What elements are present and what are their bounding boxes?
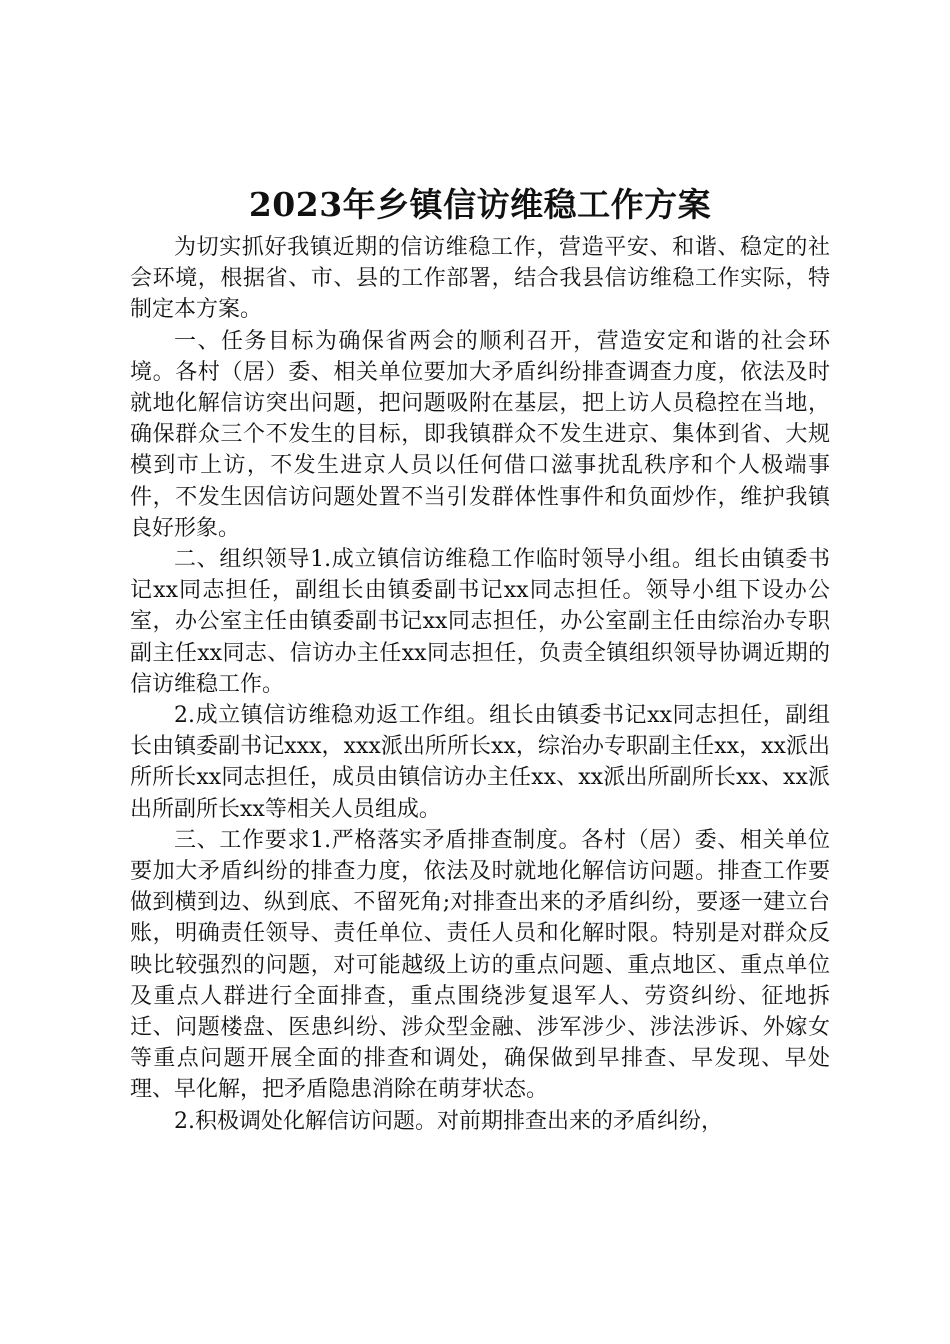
document-page	[130, 180, 830, 1137]
paragraph-intro: 为切实抓好我镇近期的信访维稳工作，营造平安、和谐、稳定的社会环境，根据省、市、县的工作部署，结合我县信访维稳工作实际，特制定本方案。	[130, 235, 830, 323]
paragraph-resolve-petitions: 2.积极调处化解信访问题。对前期排查出来的矛盾纠纷，	[174, 1108, 723, 1134]
paragraph-organization: 二、组织领导1.成立镇信访维稳工作临时领导小组。组长由镇委书记xx同志担任，副组长由镇委副书记xx同志担任。领导小组下设办公室，办公室主任由镇委副书记xx同志担任，办公室副主任由综治办专职副主任xx同志、信访办主任xx同志担任，负责全镇组织领导协调近期的信访维稳工作。	[130, 547, 830, 697]
paragraph-task-goals: 一、任务目标为确保省两会的顺利召开，营造安定和谐的社会环境。各村（居）委、相关单位要加大矛盾纠纷排查调查力度，依法及时就地化解信访突出问题，把问题吸附在基层，把上访人员稳控在当地，确保群众三个不发生的目标，即我镇群众不发生进京、集体到省、大规模到市上访，不发生进京人员以任何借口滋事扰乱秩序和个人极端事件，不发生因信访问题处置不当引发群体性事件和负面炒作，维护我镇良好形象。	[130, 328, 830, 541]
paragraph-work-requirements: 三、工作要求1.严格落实矛盾排查制度。各村（居）委、相关单位要加大矛盾纠纷的排查力度，依法及时就地化解信访问题。排查工作要做到横到边、纵到底、不留死角;对排查出来的矛盾纠纷，要逐一建立台账，明确责任领导、责任单位、责任人员和化解时限。特别是对群众反映比较强烈的问题，对可能越级上访的重点问题、重点地区、重点单位及重点人群进行全面排查，重点围绕涉复退军人、劳资纠纷、征地拆迁、问题楼盘、医患纠纷、涉众型金融、涉军涉少、涉法涉诉、外嫁女等重点问题开展全面的排查和调处，确保做到早排查、早发现、早处理、早化解，把矛盾隐患消除在萌芽状态。	[130, 827, 830, 1103]
document-title: 2023年乡镇信访维稳工作方案	[248, 185, 712, 224]
paragraph-persuasion-team: 2.成立镇信访维稳劝返工作组。组长由镇委书记xx同志担任，副组长由镇委副书记xxx，xxx派出所所长xx，综治办专职副主任xx，xx派出所所长xx同志担任，成员由镇信访办主任xx、xx派出所副所长xx、xx派出所副所长xx等相关人员组成。	[130, 703, 830, 822]
